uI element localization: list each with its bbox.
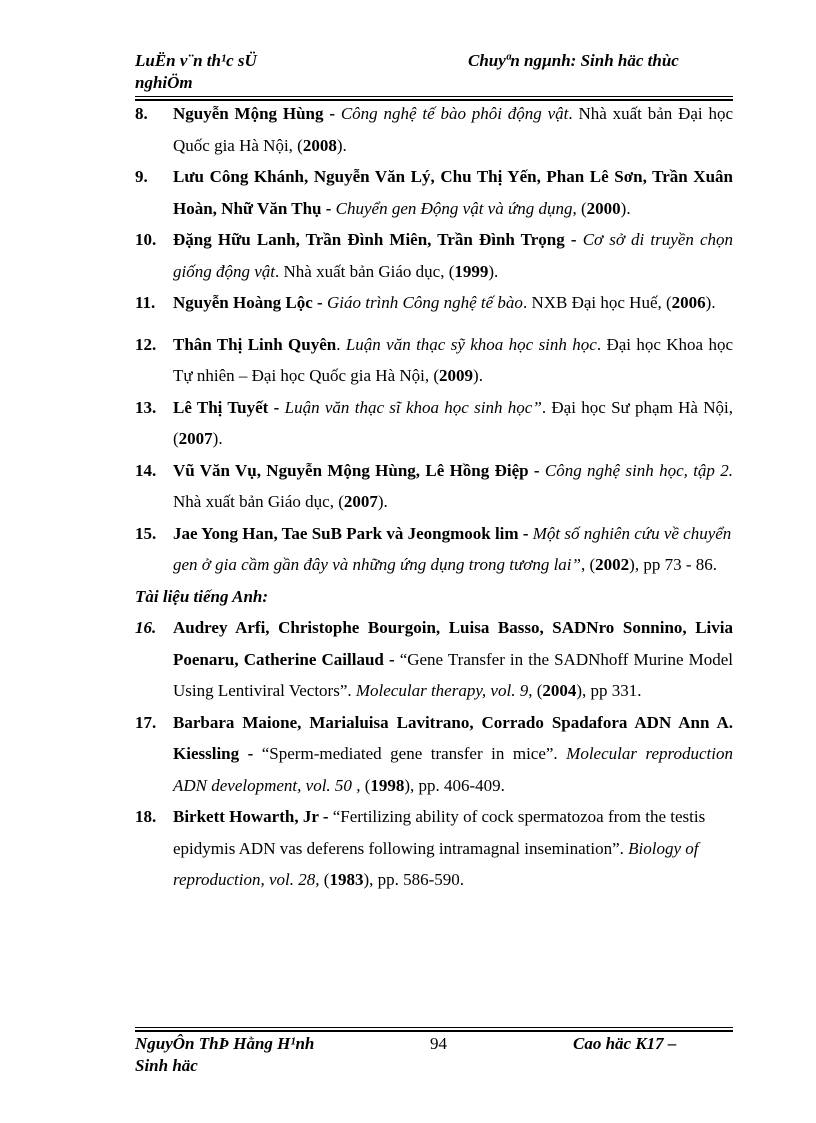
reference-authors: Nguyễn Mộng Hùng — [173, 104, 324, 123]
reference-title: Luận văn thạc sỹ khoa học sinh học — [345, 334, 597, 354]
reference-number: 17. — [135, 712, 157, 732]
reference-article-title: “Gene Transfer in the SADNhoff Murine Model Using Lentiviral Vectors”. — [173, 649, 733, 700]
reference-authors: Lê Thị Tuyết — [173, 397, 269, 417]
reference-item — [135, 224, 733, 287]
reference-year: 1983 — [329, 870, 364, 889]
reference-year: 2007 — [343, 492, 378, 511]
reference-body: Lưu Công Khánh, Nguyễn Văn Lý, Chu Thị Yến, Phan Lê Sơn, Trần Xuân Hoàn, Nhữ Văn Thụ - Chuyển gen Động vật và ứng dụng, (2000). — [173, 167, 733, 218]
reference-title: Chuyển gen Động vật và ứng dụng — [335, 198, 573, 218]
footer-left — [135, 1033, 375, 1077]
reference-authors: Birkett Howarth, Jr — [173, 807, 319, 826]
reference-title: Luận văn thạc sĩ khoa học sinh học” — [284, 397, 542, 417]
reference-item — [135, 707, 733, 802]
reference-title: Molecular reproduction ADN development, vol. 50 — [173, 744, 733, 795]
reference-list — [135, 98, 733, 896]
reference-body: Vũ Văn Vụ, Nguyễn Mộng Hùng, Lê Hồng Điệp - Công nghệ sinh học, tập 2. Nhà xuất bản Giáo dục, (2007). — [173, 460, 733, 511]
reference-article-title: “Fertilizing ability of cock spermatozoa from the testis epidymis ADN vas deferens following intramagnal insemination”. — [173, 807, 706, 858]
reference-title: Cơ sở di truyền chọn giống động vật — [173, 230, 733, 281]
reference-title: Một số nghiên cứu về chuyển gen ở gia cầm gần đây và những ứng dụng trong tương lai” — [173, 523, 732, 574]
reference-authors: Vũ Văn Vụ, Nguyễn Mộng Hùng, Lê Hồng Điệp — [173, 460, 529, 480]
reference-year: 2000 — [586, 198, 621, 218]
reference-year: 2007 — [178, 429, 213, 448]
reference-title: Công nghệ sinh học, tập 2. — [544, 460, 733, 480]
reference-item — [135, 287, 733, 319]
reference-body: Lê Thị Tuyết - Luận văn thạc sĩ khoa học sinh học”. Đại học Sư phạm Hà Nội, (2007). — [173, 397, 733, 448]
reference-item — [135, 98, 733, 161]
reference-number: 13. — [135, 397, 157, 417]
reference-body: Thân Thị Linh Quyên. Luận văn thạc sỹ khoa học sinh học. Đại học Khoa học Tự nhiên – Đại học Quốc gia Hà Nội, (2009). — [173, 334, 734, 385]
section-heading-english: Tài liệu tiếng Anh: — [135, 586, 269, 606]
reference-title: Công nghệ tế bào phôi động vật — [340, 104, 569, 123]
header-left-line2: nghiÖm — [135, 73, 193, 92]
reference-body: Đặng Hữu Lanh, Trần Đình Miên, Trần Đình Trọng - Cơ sở di truyền chọn giống động vật. Nhà xuất bản Giáo dục, (1999). — [173, 230, 733, 281]
reference-title: Molecular therapy, vol. 9 — [355, 681, 529, 700]
reference-item — [135, 329, 733, 392]
reference-body: Audrey Arfi, Christophe Bourgoin, Luisa Basso, SADNro Sonnino, Livia Poenaru, Catherine Caillaud - “Gene Transfer in the SADNhoff Murine Model Using Lentiviral Vectors”. Molecular therapy, vol. 9, (2004), pp 331. — [173, 618, 733, 700]
reference-number: 11. — [135, 293, 156, 312]
reference-year: 2009 — [439, 366, 474, 385]
reference-authors: Barbara Maione, Marialuisa Lavitrano, Corrado Spadafora ADN Ann A. Kiessling — [173, 712, 733, 763]
reference-authors: Đặng Hữu Lanh, Trần Đình Miên, Trần Đình Trọng — [173, 230, 565, 249]
reference-item — [135, 455, 733, 518]
reference-year: 1998 — [370, 775, 405, 795]
reference-year: 2006 — [671, 293, 706, 312]
reference-number: 15. — [135, 523, 157, 543]
header-right: Chuyªn ngµnh: Sinh häc thùc — [468, 51, 679, 70]
header-rule-thin — [135, 96, 733, 97]
reference-title: Biology of reproduction, vol. 28, — [173, 838, 699, 889]
reference-authors: Thân Thị Linh Quyên — [173, 334, 337, 354]
reference-body: Nguyễn Mộng Hùng - Công nghệ tế bào phôi động vật. Nhà xuất bản Đại học Quốc gia Hà Nội, (2008). — [173, 104, 733, 155]
footer-right: Cao häc K17 – — [573, 1034, 677, 1053]
reference-body: Jae Yong Han, Tae SuB Park và Jeongmook lim - Một số nghiên cứu về chuyển gen ở gia cầm gần đây và những ứng dụng trong tương lai”, (2002), pp 73 - 86. — [173, 523, 732, 574]
reference-body: Nguyễn Hoàng Lộc - Giáo trình Công nghệ tế bào. NXB Đại học Huế, (2006). — [173, 293, 716, 312]
footer-rule-thick — [135, 1030, 733, 1032]
reference-authors: Lưu Công Khánh, Nguyễn Văn Lý, Chu Thị Yến, Phan Lê Sơn, Trần Xuân Hoàn, Nhữ Văn Thụ — [173, 167, 733, 218]
header-left-line1: LuËn v¨n th¹c sÜ — [135, 51, 257, 70]
footer-left-line2: Sinh häc — [135, 1056, 198, 1075]
footer-rule-thin — [135, 1027, 733, 1028]
reference-year: 2008 — [302, 135, 337, 155]
reference-item — [135, 161, 733, 224]
reference-body: Barbara Maione, Marialuisa Lavitrano, Corrado Spadafora ADN Ann A. Kiessling - “Sperm-mediated gene transfer in mice”. Molecular reproduction ADN development, vol. 50 , (1998), pp. 406-409. — [173, 712, 733, 795]
reference-authors: Audrey Arfi, Christophe Bourgoin, Luisa Basso, SADNro Sonnino, Livia Poenaru, Catherine Caillaud — [173, 618, 733, 669]
header-left — [135, 50, 335, 94]
reference-number: 9. — [135, 167, 148, 186]
reference-item — [135, 392, 733, 455]
reference-number: 14. — [135, 460, 157, 480]
reference-item — [135, 518, 733, 581]
footer-left-line1: NguyÔn ThÞ Hằng H¹nh — [135, 1034, 315, 1053]
reference-year: 2004 — [542, 681, 577, 700]
reference-authors: Jae Yong Han, Tae SuB Park và Jeongmook lim — [173, 523, 519, 543]
reference-number: 8. — [135, 104, 148, 123]
reference-number: 12. — [135, 334, 157, 354]
page-number: 94 — [430, 1034, 447, 1053]
reference-authors: Nguyễn Hoàng Lộc — [173, 293, 313, 312]
reference-year: 2002 — [595, 555, 630, 574]
reference-number: 16. — [135, 618, 157, 637]
reference-body: Birkett Howarth, Jr - “Fertilizing ability of cock spermatozoa from the testis epidymis ADN vas deferens following intramagnal insemination”. Biology of reproduction, vol. 28, (1983), pp. 586-590. — [173, 807, 706, 889]
reference-item — [135, 801, 733, 896]
reference-number: 18. — [135, 807, 157, 826]
reference-number: 10. — [135, 230, 157, 249]
reference-article-title: “Sperm-mediated gene transfer in mice”. — [261, 744, 567, 763]
reference-title: Giáo trình Công nghệ tế bào — [326, 293, 523, 312]
reference-item — [135, 612, 733, 707]
reference-year: 1999 — [454, 261, 489, 281]
